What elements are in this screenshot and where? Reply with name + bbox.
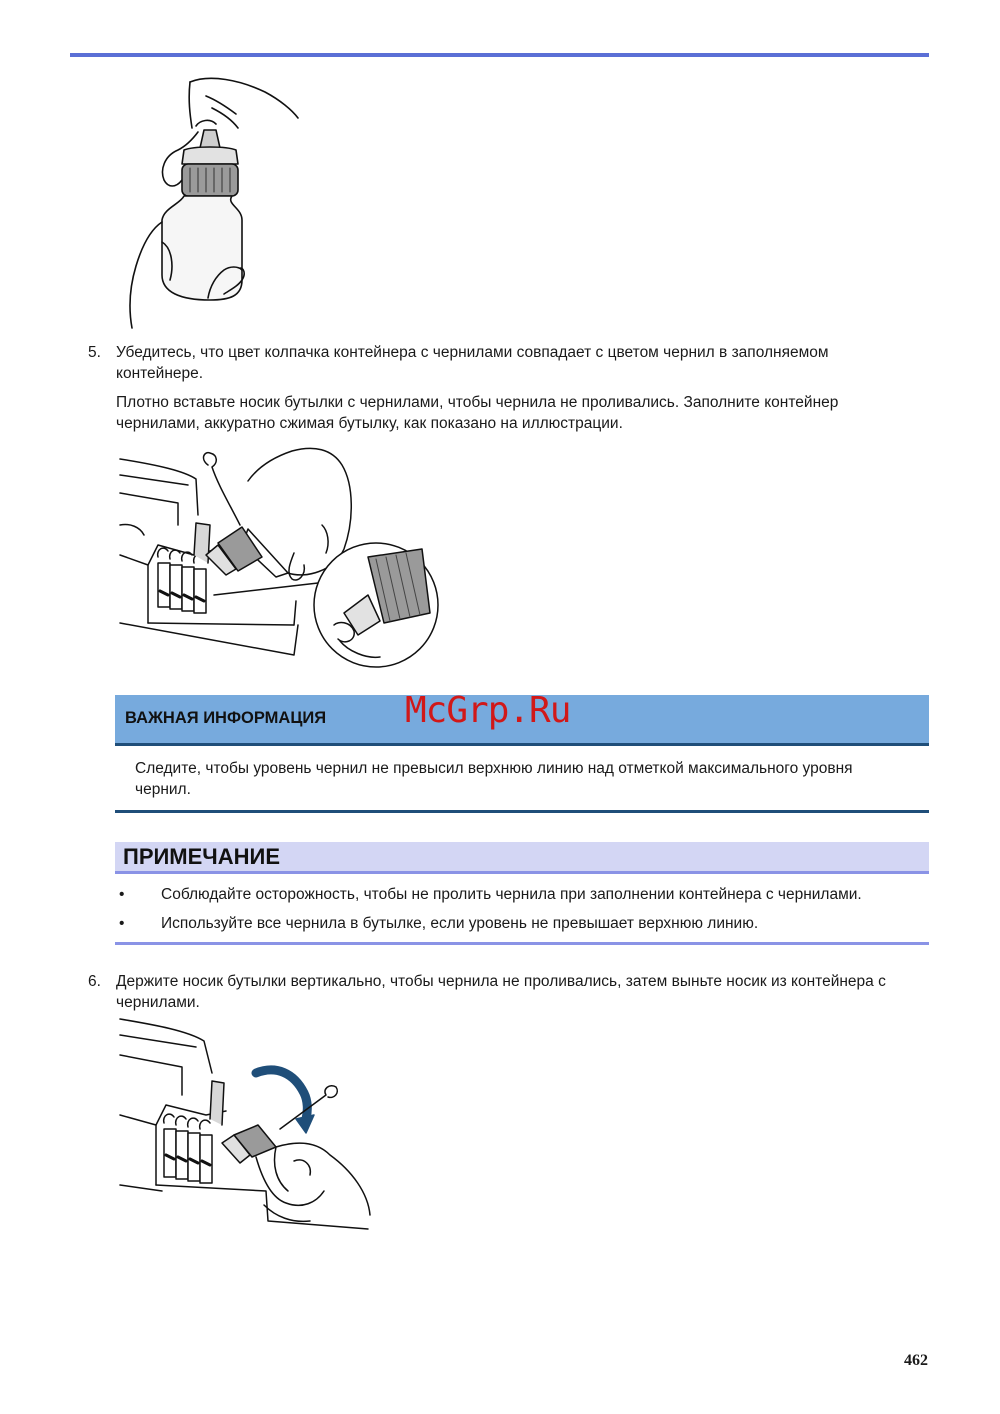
note-title: ПРИМЕЧАНИЕ bbox=[123, 844, 281, 869]
note-list bbox=[115, 874, 929, 945]
top-rule bbox=[70, 53, 929, 57]
step-6 bbox=[88, 971, 908, 1013]
watermark: McGrp.Ru bbox=[405, 690, 571, 731]
note-item-text: Используйте все чернила в бутылке, если уровень не превышает верхнюю линию. bbox=[161, 915, 759, 932]
ink-filling-illustration bbox=[118, 445, 440, 673]
note-header bbox=[115, 842, 929, 874]
list-item bbox=[115, 913, 929, 934]
important-info-title: ВАЖНАЯ ИНФОРМАЦИЯ bbox=[125, 709, 327, 727]
step-5 bbox=[88, 342, 908, 434]
step-5-detail: Плотно вставьте носик бутылки с чернилами, чтобы чернила не проливались. Заполните контейнер чернилами, аккуратно сжимая бутылку, как показано на иллюстрации. bbox=[116, 394, 839, 432]
note-item-text: Соблюдайте осторожность, чтобы не пролить чернила при заполнении контейнера с чернилами. bbox=[161, 886, 862, 903]
remove-nozzle-illustration bbox=[116, 1015, 376, 1247]
list-item bbox=[115, 884, 929, 905]
step-5-number: 5. bbox=[88, 344, 101, 361]
step-6-number: 6. bbox=[88, 973, 101, 990]
bullet: • bbox=[119, 915, 125, 932]
page-number: 462 bbox=[904, 1352, 928, 1369]
note-box bbox=[115, 842, 929, 945]
step-5-instruction: Убедитесь, что цвет колпачка контейнера с чернилами совпадает с цветом чернил в заполняемом контейнере. bbox=[116, 344, 829, 382]
ink-bottle-illustration bbox=[120, 70, 310, 332]
step-6-instruction: Держите носик бутылки вертикально, чтобы чернила не проливались, затем выньте носик из контейнера с чернилами. bbox=[116, 973, 886, 1011]
bullet: • bbox=[119, 886, 125, 903]
important-info-text: Следите, чтобы уровень чернил не превысил верхнюю линию над отметкой максимального уровня чернил. bbox=[115, 746, 929, 813]
